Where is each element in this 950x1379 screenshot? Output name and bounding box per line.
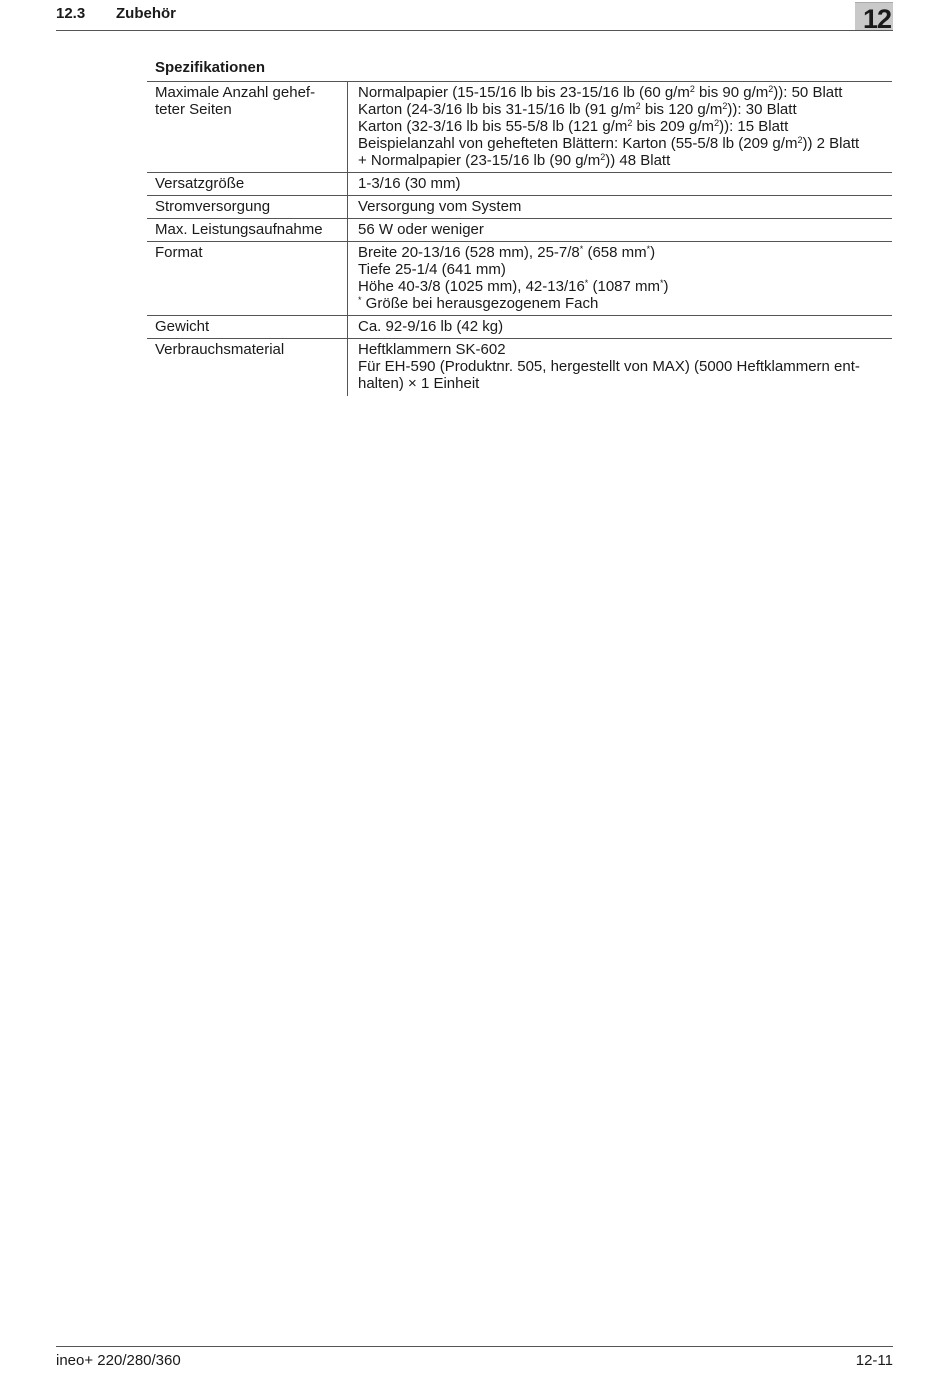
value-text: Ca. 92-9/16 lb (42 kg) xyxy=(358,318,504,335)
page-footer xyxy=(56,1346,893,1369)
spec-label xyxy=(147,219,348,242)
spec-value xyxy=(348,82,893,173)
superscript: 2 xyxy=(635,101,641,111)
value-text: )) 2 Blatt xyxy=(802,135,860,152)
spec-value-line xyxy=(358,101,884,118)
spec-label xyxy=(147,196,348,219)
value-text: Versorgung vom System xyxy=(358,198,522,215)
spec-value xyxy=(348,242,893,316)
value-text: ) xyxy=(663,278,669,295)
spec-value xyxy=(348,219,893,242)
spec-value-line xyxy=(358,341,884,358)
superscript: 2 xyxy=(714,118,720,128)
spec-value-line xyxy=(358,221,884,238)
section-number: 12.3 xyxy=(56,5,86,22)
superscript: 2 xyxy=(689,84,695,94)
spec-value-line xyxy=(358,358,884,375)
value-text: bis 209 g/m xyxy=(632,118,715,135)
value-text: halten) × 1 Einheit xyxy=(358,375,480,392)
value-text: Karton (24-3/16 lb bis 31-15/16 lb (91 g/m xyxy=(358,101,636,118)
spec-value-line xyxy=(358,175,884,192)
spec-table xyxy=(147,81,892,396)
value-text: Beispielanzahl von gehefteten Blättern: Karton (55-5/8 lb (209 g/m xyxy=(358,135,798,152)
superscript: 2 xyxy=(722,101,728,111)
page-header xyxy=(56,0,893,34)
spec-value-line xyxy=(358,295,884,312)
spec-label xyxy=(147,173,348,196)
superscript: * xyxy=(646,244,651,254)
value-text: )): 15 Blatt xyxy=(719,118,789,135)
spec-row xyxy=(147,173,892,196)
spec-table-body xyxy=(147,82,892,397)
value-text: Höhe 40-3/8 (1025 mm), 42-13/16 xyxy=(358,278,585,295)
spec-row xyxy=(147,316,892,339)
superscript: * xyxy=(660,278,664,288)
spec-value-line xyxy=(358,135,884,152)
value-text: Tiefe 25-1/4 (641 mm) xyxy=(358,261,506,278)
spec-value xyxy=(348,339,893,397)
spec-label-text: Stromversorgung xyxy=(155,198,271,215)
value-text: )): 30 Blatt xyxy=(727,101,797,118)
spec-label xyxy=(147,82,348,173)
product-name: ineo+ 220/280/360 xyxy=(56,1352,181,1369)
spec-value-line xyxy=(358,152,884,169)
value-text: (658 mm xyxy=(583,244,647,261)
spec-value-line xyxy=(358,84,884,101)
spec-value xyxy=(348,196,893,219)
spec-row xyxy=(147,219,892,242)
value-text: )) 48 Blatt xyxy=(605,152,671,169)
spec-label-text: Gewicht xyxy=(155,318,210,335)
spec-label xyxy=(147,316,348,339)
superscript: * xyxy=(584,278,589,288)
spec-value-line xyxy=(358,278,884,295)
superscript: 2 xyxy=(768,84,774,94)
spec-value-line xyxy=(358,244,884,261)
spec-value-line xyxy=(358,318,884,335)
spec-row xyxy=(147,339,892,397)
spec-value-line xyxy=(358,261,884,278)
spec-label-text: Verbrauchsmaterial xyxy=(155,341,285,358)
superscript: * xyxy=(358,295,362,305)
spec-value xyxy=(348,173,893,196)
spec-label xyxy=(147,242,348,316)
spec-row xyxy=(147,196,892,219)
superscript: 2 xyxy=(600,152,606,162)
spec-label-text: Maximale Anzahl gehef- teter Seiten xyxy=(155,84,316,118)
spec-value-line xyxy=(358,118,884,135)
value-text: + Normalpapier (23-15/16 lb (90 g/m xyxy=(358,152,601,169)
spec-label-text: Versatzgröße xyxy=(155,175,245,192)
page-number: 12-11 xyxy=(855,1352,893,1369)
value-text: Größe bei herausgezogenem Fach xyxy=(361,295,599,312)
value-text: Breite 20-13/16 (528 mm), 25-7/8 xyxy=(358,244,580,261)
superscript: 2 xyxy=(797,135,803,145)
spec-label-text: Max. Leistungsaufnahme xyxy=(155,221,323,238)
value-text: 56 W oder weniger xyxy=(358,221,484,238)
value-text: bis 120 g/m xyxy=(640,101,723,118)
superscript: 2 xyxy=(627,118,633,128)
superscript: * xyxy=(579,244,584,254)
value-text: Heftklammern SK-602 xyxy=(358,341,506,358)
spec-row xyxy=(147,82,892,173)
spec-heading: Spezifikationen xyxy=(155,59,266,76)
value-text: )): 50 Blatt xyxy=(773,84,843,101)
value-text: Karton (32-3/16 lb bis 55-5/8 lb (121 g/m xyxy=(358,118,628,135)
section-title: Zubehör xyxy=(116,5,176,22)
chapter-number: 12 xyxy=(862,4,891,34)
spec-label xyxy=(147,339,348,397)
spec-row xyxy=(147,242,892,316)
spec-value-line xyxy=(358,198,884,215)
value-text: ) xyxy=(650,244,656,261)
value-text: Für EH-590 (Produktnr. 505, hergestellt von MAX) (5000 Heftklammern ent- xyxy=(358,358,860,375)
spec-value-line xyxy=(358,375,884,392)
value-text: (1087 mm xyxy=(588,278,661,295)
chapter-tab xyxy=(855,2,893,34)
value-text: bis 90 g/m xyxy=(694,84,769,101)
value-text: Normalpapier (15-15/16 lb bis 23-15/16 lb (60 g/m xyxy=(358,84,690,101)
spec-value xyxy=(348,316,893,339)
value-text: 1-3/16 (30 mm) xyxy=(358,175,461,192)
spec-label-text: Format xyxy=(155,244,203,261)
